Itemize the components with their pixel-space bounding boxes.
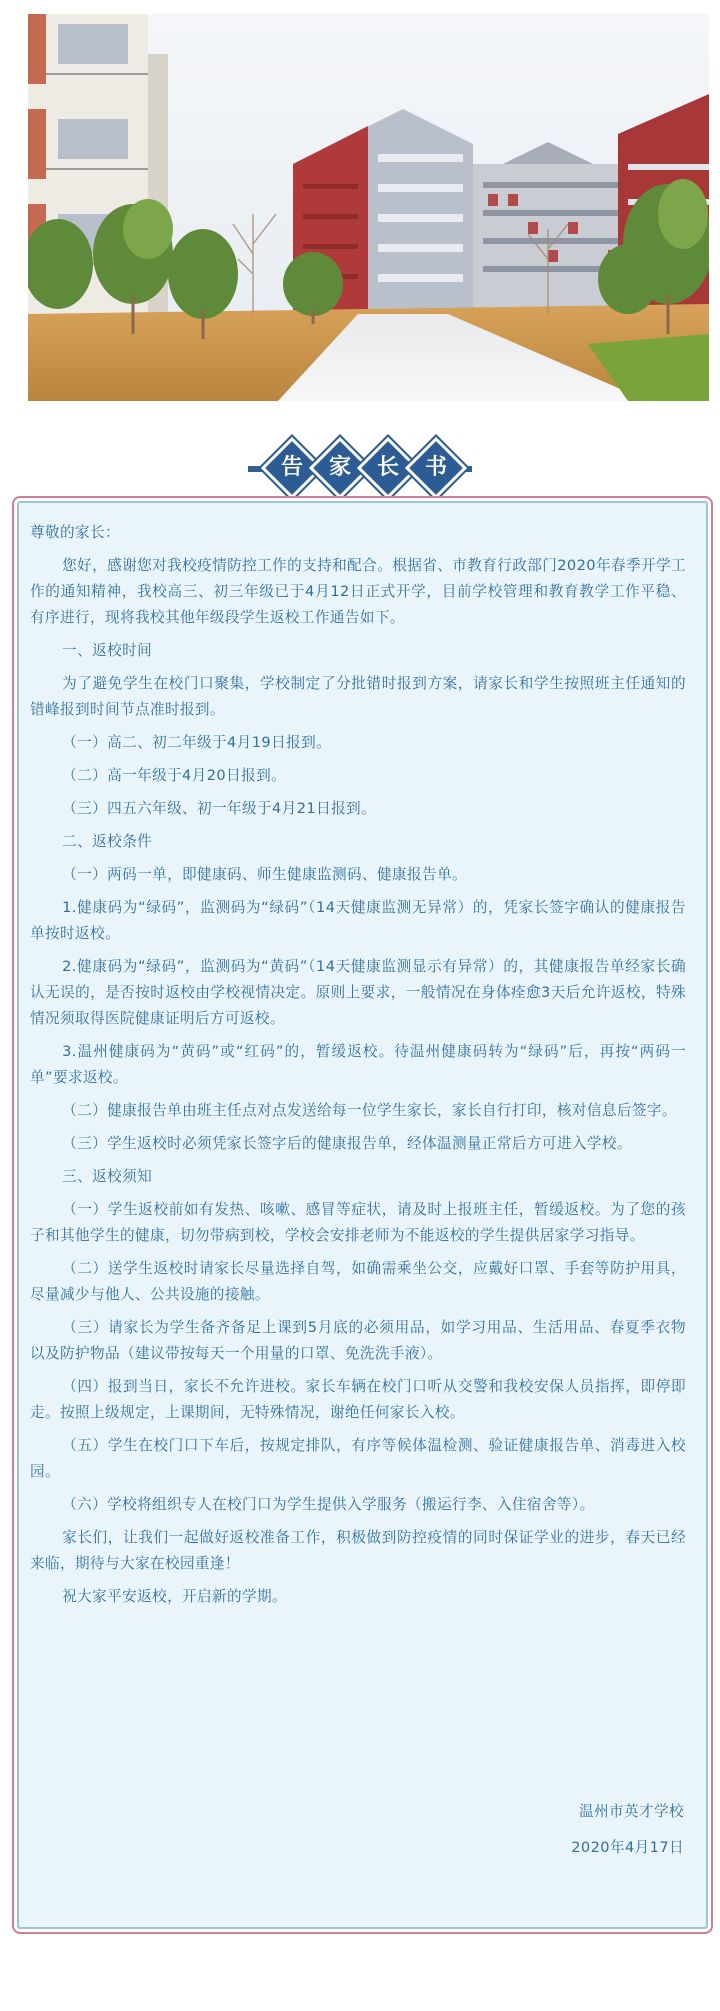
title-char: 书	[424, 455, 447, 480]
greeting: 尊敬的家长：	[30, 524, 120, 541]
title-char: 家	[328, 455, 351, 480]
campus-photo	[28, 14, 709, 401]
section-heading-3: 三、返校须知	[62, 1168, 153, 1185]
list-item: （二）高一年级于4月20日报到。	[62, 767, 287, 784]
list-item: （三）请家长为学生备齐备足上课到5月底的必须用品，如学习用品、生活用品、春夏季衣物以及防护物品（建议带按每天一个用量的口罩、免洗洗手液）。	[30, 1319, 686, 1362]
signature-date: 2020年4月17日	[571, 1839, 684, 1856]
letter-body	[30, 520, 686, 1617]
letter-title	[0, 436, 720, 500]
list-item: （二）送学生返校时请家长尽量选择自驾，如确需乘坐公交，应戴好口罩、手套等防护用具，尽量减少与他人、公共设施的接触。	[30, 1260, 686, 1303]
list-item: （一）高二、初二年级于4月19日报到。	[62, 734, 332, 751]
list-item: 2.健康码为“绿码”，监测码为“黄码”（14天健康监测显示有异常）的，其健康报告单经家长确认无误的，是否按时返校由学校视情决定。原则上要求，一般情况在身体痊愈3天后允许返校，特殊情况须取得医院健康证明后方可返校。	[30, 958, 686, 1027]
list-item: （五）学生在校门口下车后，按规定排队，有序等候体温检测、验证健康报告单、消毒进入校园。	[30, 1437, 686, 1480]
list-item: 3.温州健康码为“黄码”或“红码”的，暂缓返校。待温州健康码转为“绿码”后，再按“两码一单”要求返校。	[30, 1043, 686, 1086]
list-item: （三）学生返校时必须凭家长签字后的健康报告单，经体温测量正常后方可进入学校。	[62, 1135, 632, 1152]
list-item: （六）学校将组织专人在校门口为学生提供入学服务（搬运行李、入住宿舍等）。	[62, 1496, 595, 1513]
intro-paragraph: 您好，感谢您对我校疫情防控工作的支持和配合。根据省、市教育行政部门2020年春季开学工作的通知精神，我校高三、初三年级已于4月12日正式开学，目前学校管理和教育教学工作平稳、有序进行，现将我校其他年级段学生返校工作通告如下。	[30, 557, 686, 626]
title-char: 长	[376, 455, 399, 480]
list-item: 1.健康码为“绿码”，监测码为“绿码”（14天健康监测无异常）的，凭家长签字确认的健康报告单按时返校。	[30, 899, 686, 942]
list-item: （一）两码一单，即健康码、师生健康监测码、健康报告单。	[62, 866, 467, 883]
wish-line: 祝大家平安返校，开启新的学期。	[62, 1588, 288, 1605]
closing-paragraph: 家长们，让我们一起做好返校准备工作，积极做到防控疫情的同时保证学业的进步，春天已经来临，期待与大家在校园重逢！	[30, 1529, 686, 1572]
list-item: （三）四五六年级、初一年级于4月21日报到。	[62, 800, 377, 817]
title-diamond	[408, 440, 464, 496]
title-char: 告	[280, 455, 303, 480]
list-item: （四）报到当日，家长不允许进校。家长车辆在校门口听从交警和我校安保人员指挥，即停即走。按照上级规定，上课期间，无特殊情况，谢绝任何家长入校。	[30, 1378, 686, 1421]
signature-school: 温州市英才学校	[579, 1803, 684, 1820]
list-item: （一）学生返校前如有发热、咳嗽、感冒等症状，请及时上报班主任，暂缓返校。为了您的孩子和其他学生的健康，切勿带病到校，学校会安排老师为不能返校的学生提供居家学习指导。	[30, 1201, 686, 1244]
list-item: （二）健康报告单由班主任点对点发送给每一位学生家长，家长自行打印，核对信息后签字。	[62, 1102, 677, 1119]
section-heading-2: 二、返校条件	[62, 833, 153, 850]
paragraph: 为了避免学生在校门口聚集，学校制定了分批错时报到方案，请家长和学生按照班主任通知的错峰报到时间节点准时报到。	[30, 675, 686, 718]
section-heading-1: 一、返校时间	[62, 642, 153, 659]
